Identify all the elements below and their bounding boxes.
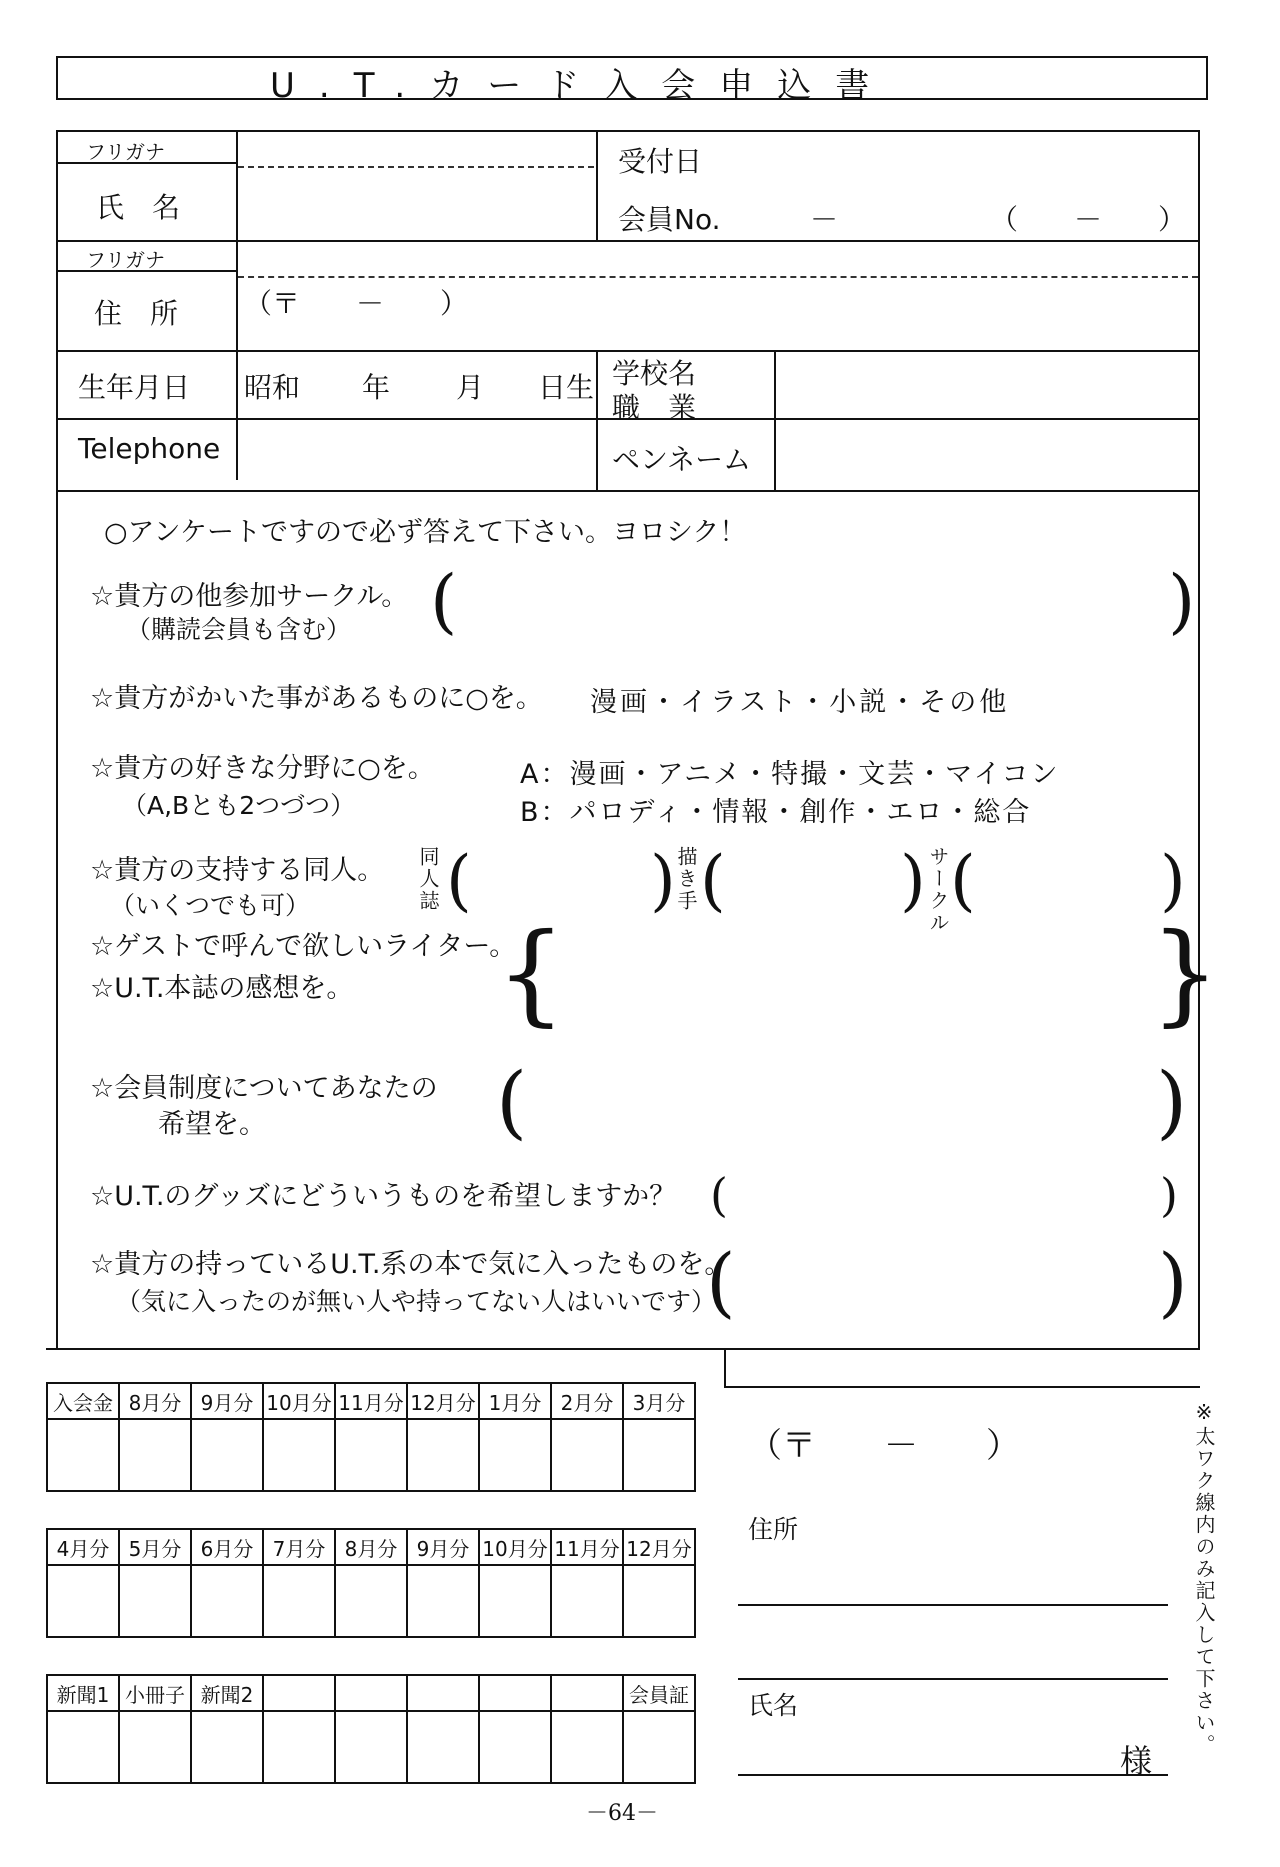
q4-note: （いくつでも可）	[110, 891, 311, 920]
fee-cell[interactable]	[479, 1711, 551, 1783]
fee-cell[interactable]	[191, 1711, 263, 1783]
fee-header: 12月分	[407, 1383, 479, 1419]
divider	[774, 350, 776, 492]
fee-header	[551, 1675, 623, 1711]
fee-header	[479, 1675, 551, 1711]
phone-field[interactable]	[246, 428, 590, 484]
q3-option-b[interactable]: B：パロディ・情報・創作・エロ・総合	[520, 797, 1032, 828]
fee-header: 10月分	[479, 1529, 551, 1565]
q1-text: ☆貴方の他参加サークル。	[90, 581, 409, 612]
survey-intro: ○アンケートですので必ず答えて下さい。ヨロシク！	[104, 517, 747, 548]
fee-header: 11月分	[335, 1383, 407, 1419]
mailing-name-field[interactable]	[740, 1716, 1114, 1772]
q4-answer-doujinshi[interactable]	[474, 860, 648, 906]
q4-sub-circle: サークル	[926, 846, 950, 934]
fee-cell[interactable]	[623, 1565, 695, 1637]
fee-header: 11月分	[551, 1529, 623, 1565]
divider	[596, 240, 1200, 242]
bracket-open: (	[710, 1168, 728, 1222]
divider	[596, 130, 598, 240]
fee-header	[335, 1675, 407, 1711]
q7-text-b: 希望を。	[158, 1109, 266, 1140]
fee-table-2	[46, 1528, 696, 1638]
q8-answer[interactable]	[736, 1176, 1150, 1218]
fee-header: 12月分	[623, 1529, 695, 1565]
fee-cell[interactable]	[263, 1419, 335, 1491]
penname-field[interactable]	[782, 428, 1196, 484]
bracket-close: )	[1160, 842, 1186, 919]
birth-month: 月	[456, 371, 485, 404]
fee-header: 4月分	[47, 1529, 119, 1565]
fee-cell[interactable]	[335, 1565, 407, 1637]
address-label: 住 所	[94, 297, 179, 330]
fee-table-3	[46, 1674, 696, 1784]
q7-answer[interactable]	[540, 1072, 1144, 1136]
fee-cell[interactable]	[551, 1565, 623, 1637]
fee-header	[407, 1675, 479, 1711]
divider	[236, 130, 238, 480]
birth-era: 昭和	[244, 371, 301, 404]
divider	[724, 1348, 726, 1388]
bracket-open: (	[430, 560, 458, 642]
divider	[56, 490, 1200, 492]
bracket-open: (	[950, 842, 976, 919]
fee-cell[interactable]	[119, 1565, 191, 1637]
q4-answer-artist[interactable]	[726, 860, 900, 906]
fee-header: 2月分	[551, 1383, 623, 1419]
q7-text: ☆会員制度についてあなたの	[90, 1073, 438, 1104]
fee-header: 9月分	[407, 1529, 479, 1565]
fee-cell[interactable]	[551, 1711, 623, 1783]
fee-cell[interactable]	[335, 1419, 407, 1491]
fee-cell[interactable]	[47, 1711, 119, 1783]
fee-header: 入会金	[47, 1383, 119, 1419]
bracket-close: )	[900, 842, 926, 919]
q3-option-a[interactable]: A：漫画・アニメ・特撮・文芸・マイコン	[520, 759, 1060, 790]
fee-cell[interactable]	[407, 1711, 479, 1783]
fee-table-1	[46, 1382, 696, 1492]
bracket-open: (	[700, 842, 726, 919]
fee-header: 小冊子	[119, 1675, 191, 1711]
bracket-open: (	[446, 842, 472, 919]
fee-header: 新聞2	[191, 1675, 263, 1711]
q3-note: （A,Bとも2つづつ）	[122, 791, 356, 820]
received-date-label: 受付日	[618, 145, 703, 178]
q9-text: ☆貴方の持っているU.T.系の本で気に入ったものを。	[90, 1249, 732, 1280]
name-field[interactable]	[246, 176, 590, 234]
divider	[238, 166, 594, 168]
penname-label: ペンネーム	[612, 443, 752, 476]
q5-text: ☆ゲストで呼んで欲しいライター。	[90, 931, 517, 962]
fee-cell[interactable]	[263, 1565, 335, 1637]
fee-cell[interactable]	[623, 1419, 695, 1491]
q4-text: ☆貴方の支持する同人。	[90, 855, 385, 886]
fee-cell[interactable]	[623, 1711, 695, 1783]
underline	[738, 1774, 1168, 1776]
fee-cell[interactable]	[47, 1565, 119, 1637]
phone-label: Telephone	[78, 432, 221, 465]
fee-header: 新聞1	[47, 1675, 119, 1711]
q5-q6-answer[interactable]	[530, 926, 1144, 1030]
q3-text: ☆貴方の好きな分野に○を。	[90, 753, 435, 784]
mailing-address-field[interactable]	[740, 1540, 1174, 1602]
fee-cell[interactable]	[479, 1419, 551, 1491]
q9-note: （気に入ったのが無い人や持ってない人はいいです）	[116, 1287, 717, 1316]
fee-cell[interactable]	[479, 1565, 551, 1637]
fee-cell[interactable]	[407, 1565, 479, 1637]
address-postal: （〒 － ）	[244, 287, 469, 320]
fee-cell[interactable]	[407, 1419, 479, 1491]
q2-text: ☆貴方がかいた事があるものに○を。	[90, 683, 543, 714]
fee-cell[interactable]	[191, 1419, 263, 1491]
q2-options[interactable]: 漫画・イラスト・小説・その他	[590, 687, 1010, 718]
fee-header: 7月分	[263, 1529, 335, 1565]
fee-cell[interactable]	[335, 1711, 407, 1783]
q4-sub-doujinshi: 同人誌	[416, 846, 440, 912]
bracket-open: (	[496, 1055, 528, 1148]
bracket-close: )	[1158, 1237, 1188, 1326]
birth-year: 年	[362, 371, 391, 404]
fee-cell[interactable]	[119, 1711, 191, 1783]
q4-sub-artist: 描き手	[674, 846, 698, 912]
underline	[738, 1604, 1168, 1606]
fee-cell[interactable]	[119, 1419, 191, 1491]
q4-answer-circle[interactable]	[976, 860, 1160, 906]
fee-cell[interactable]	[191, 1565, 263, 1637]
school-label: 学校名	[612, 357, 697, 390]
mailing-honorific: 様	[1120, 1742, 1153, 1780]
bracket-close: )	[1168, 560, 1196, 642]
address-field[interactable]	[244, 312, 1188, 348]
job-label: 職 業	[612, 391, 697, 424]
brace-open: {	[496, 909, 566, 1037]
q1-answer[interactable]	[470, 580, 1154, 632]
q1-note: （購読会員も含む）	[126, 615, 352, 644]
furigana-label-2: フリガナ	[86, 248, 165, 272]
underline	[738, 1678, 1168, 1680]
birthdate-label: 生年月日	[78, 371, 191, 404]
member-no-dash: －	[810, 203, 839, 236]
fee-cell[interactable]	[551, 1419, 623, 1491]
brace-close: }	[1150, 909, 1220, 1037]
side-note: ※太ワク線内のみ記入して下さい。	[1192, 1400, 1216, 1756]
page-number: －64－	[586, 1801, 658, 1826]
name-label: 氏 名	[96, 191, 181, 224]
divider	[46, 1348, 726, 1350]
q8-text: ☆U.T.のグッズにどういうものを希望しますか？	[90, 1181, 677, 1212]
form-title: U.T.カード入会申込書	[270, 66, 894, 106]
bracket-close: )	[650, 842, 676, 919]
divider	[724, 1386, 1200, 1388]
fee-cell[interactable]	[263, 1711, 335, 1783]
bracket-close: )	[1156, 1055, 1188, 1148]
mailing-name-label: 氏名	[748, 1691, 799, 1720]
fee-header: 3月分	[623, 1383, 695, 1419]
mailing-postal: （〒 － ）	[748, 1426, 1020, 1466]
fee-header: 6月分	[191, 1529, 263, 1565]
divider	[238, 276, 1198, 278]
mailing-address-label: 住所	[748, 1515, 799, 1544]
fee-header: 8月分	[335, 1529, 407, 1565]
bracket-close: )	[1160, 1168, 1178, 1222]
fee-cell[interactable]	[47, 1419, 119, 1491]
fee-header	[263, 1675, 335, 1711]
birth-day: 日生	[538, 371, 595, 404]
fee-header: 10月分	[263, 1383, 335, 1419]
school-job-field[interactable]	[782, 358, 1196, 414]
divider	[596, 350, 598, 492]
fee-header: 5月分	[119, 1529, 191, 1565]
fee-header: 9月分	[191, 1383, 263, 1419]
furigana-label: フリガナ	[86, 140, 165, 164]
q9-answer[interactable]	[742, 1252, 1146, 1316]
fee-header: 8月分	[119, 1383, 191, 1419]
member-no-label: 会員No.	[618, 203, 721, 236]
member-no-paren: （ － ）	[990, 203, 1187, 236]
bracket-open: (	[706, 1237, 736, 1326]
fee-header: 1月分	[479, 1383, 551, 1419]
fee-header: 会員証	[623, 1675, 695, 1711]
q6-text: ☆U.T.本誌の感想を。	[90, 973, 354, 1004]
